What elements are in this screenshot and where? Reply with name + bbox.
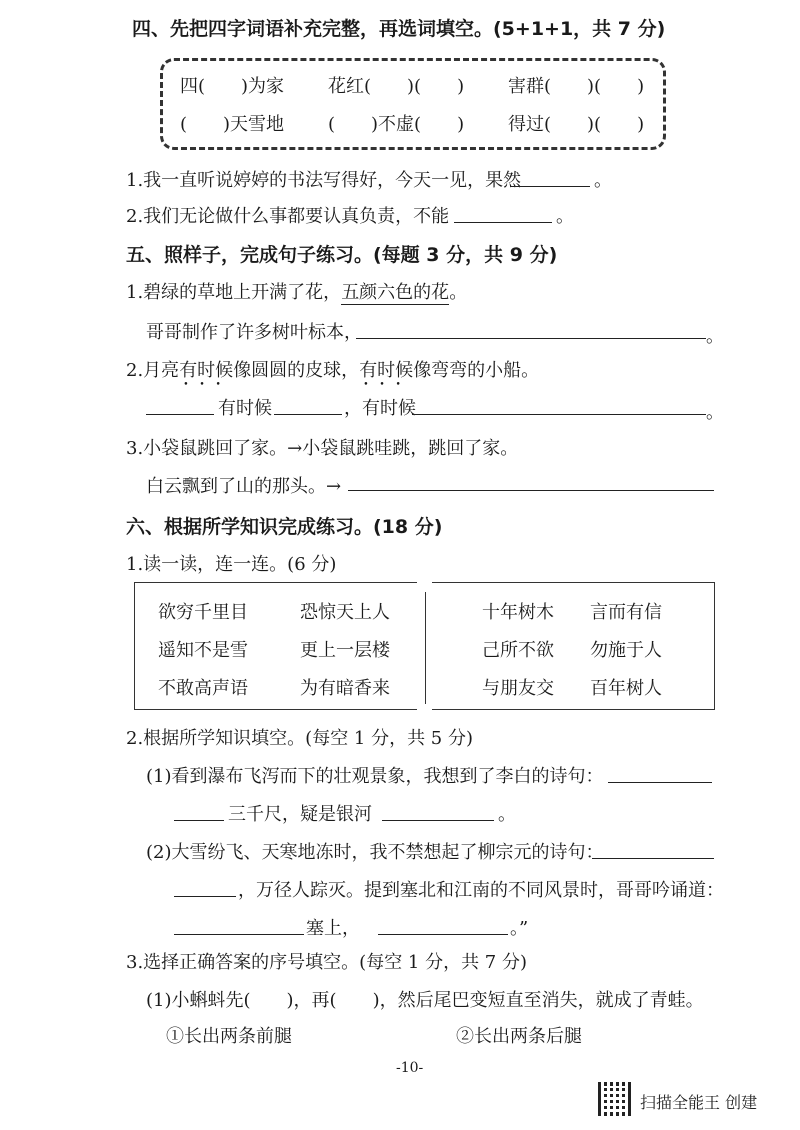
- match-item[interactable]: 为有暗香来: [300, 678, 390, 699]
- answer-line[interactable]: [174, 934, 304, 935]
- answer-line[interactable]: [348, 490, 714, 491]
- question-text: 有时候: [218, 398, 272, 419]
- match-item[interactable]: 十年树木: [482, 602, 554, 623]
- question-text: 1.碧绿的草地上开满了花，五颜六色的花。: [126, 282, 468, 303]
- word-box-item: ( )天雪地: [180, 114, 285, 135]
- answer-line[interactable]: [608, 782, 712, 783]
- question-text: (1)看到瀑布飞泻而下的壮观景象，我想到了李白的诗句：: [146, 766, 604, 787]
- answer-line[interactable]: [378, 934, 508, 935]
- question-text: 。: [706, 326, 724, 347]
- word-box-item: 花红( )( ): [328, 76, 465, 97]
- answer-line[interactable]: [146, 414, 214, 415]
- word-box-item: 害群( )( ): [508, 76, 645, 97]
- question-text: 3.选择正确答案的序号填空。(每空 1 分，共 7 分): [126, 952, 528, 973]
- divider: [425, 592, 426, 704]
- question-text: 塞上，: [306, 918, 360, 939]
- page-number: -10-: [396, 1060, 424, 1076]
- scanner-watermark: 扫描全能王 创建: [640, 1093, 758, 1112]
- answer-line[interactable]: [382, 820, 494, 821]
- answer-line[interactable]: [274, 414, 342, 415]
- match-item[interactable]: 更上一层楼: [300, 640, 390, 661]
- question-text: 1.读一读，连一连。(6 分): [126, 554, 337, 575]
- question-text: 白云飘到了山的那头。→: [146, 476, 342, 497]
- section-5-title: 五、照样子，完成句子练习。(每题 3 分，共 9 分): [126, 244, 558, 266]
- question-text: 。: [556, 206, 574, 227]
- question-text: 2.月亮有时候 • • •像圆圆的皮球，有时候 • • •像弯弯的小船。: [126, 356, 539, 382]
- question-text: 。”: [510, 918, 529, 939]
- match-box-right: [432, 582, 715, 710]
- match-item[interactable]: 恐惊天上人: [300, 602, 390, 623]
- match-item[interactable]: 欲穷千里目: [158, 602, 248, 623]
- answer-line[interactable]: [356, 338, 706, 339]
- match-item[interactable]: 己所不欲: [482, 640, 554, 661]
- section-4-title: 四、先把四字词语补充完整，再选词填空。(5+1+1，共 7 分): [132, 18, 666, 40]
- word-box-item: 四( )为家: [180, 76, 285, 97]
- option[interactable]: ①长出两条前腿: [166, 1026, 292, 1047]
- question-text: 3.小袋鼠跳回了家。→小袋鼠跳哇跳，跳回了家。: [126, 438, 519, 459]
- match-item[interactable]: 与朋友交: [482, 678, 554, 699]
- question-text: (1)小蝌蚪先( )，再( )，然后尾巴变短直至消失，就成了青蛙。: [146, 990, 704, 1011]
- question-text: 2.我们无论做什么事都要认真负责，不能: [126, 206, 450, 227]
- question-text: 。: [706, 402, 724, 423]
- match-item[interactable]: 遥知不是雪: [158, 640, 248, 661]
- answer-line[interactable]: [454, 222, 552, 223]
- section-6-title: 六、根据所学知识完成练习。(18 分): [126, 516, 443, 538]
- question-text: 哥哥制作了许多树叶标本，: [146, 322, 362, 343]
- question-text: 。: [498, 804, 516, 825]
- answer-line[interactable]: [412, 414, 706, 415]
- question-text: ，有时候: [344, 398, 416, 419]
- question-text: 三千尺，疑是银河: [228, 804, 372, 825]
- question-text: 。: [594, 170, 612, 191]
- match-item[interactable]: 不敢高声语: [158, 678, 248, 699]
- answer-line[interactable]: [174, 896, 236, 897]
- match-item[interactable]: 勿施于人: [590, 640, 662, 661]
- question-text: 2.根据所学知识填空。(每空 1 分，共 5 分): [126, 728, 474, 749]
- answer-line[interactable]: [510, 186, 590, 187]
- question-text: (2)大雪纷飞、天寒地冻时，我不禁想起了柳宗元的诗句：: [146, 842, 604, 863]
- qr-code-icon: [598, 1082, 632, 1116]
- question-text: ，万径人踪灭。提到塞北和江南的不同风景时，哥哥吟诵道：: [238, 880, 724, 901]
- answer-line[interactable]: [174, 820, 224, 821]
- match-item[interactable]: 百年树人: [590, 678, 662, 699]
- match-item[interactable]: 言而有信: [590, 602, 662, 623]
- word-box-item: ( )不虚( ): [328, 114, 465, 135]
- answer-line[interactable]: [592, 858, 714, 859]
- word-box-item: 得过( )( ): [508, 114, 645, 135]
- option[interactable]: ②长出两条后腿: [456, 1026, 582, 1047]
- question-text: 1.我一直听说婷婷的书法写得好，今天一见，果然: [126, 170, 522, 191]
